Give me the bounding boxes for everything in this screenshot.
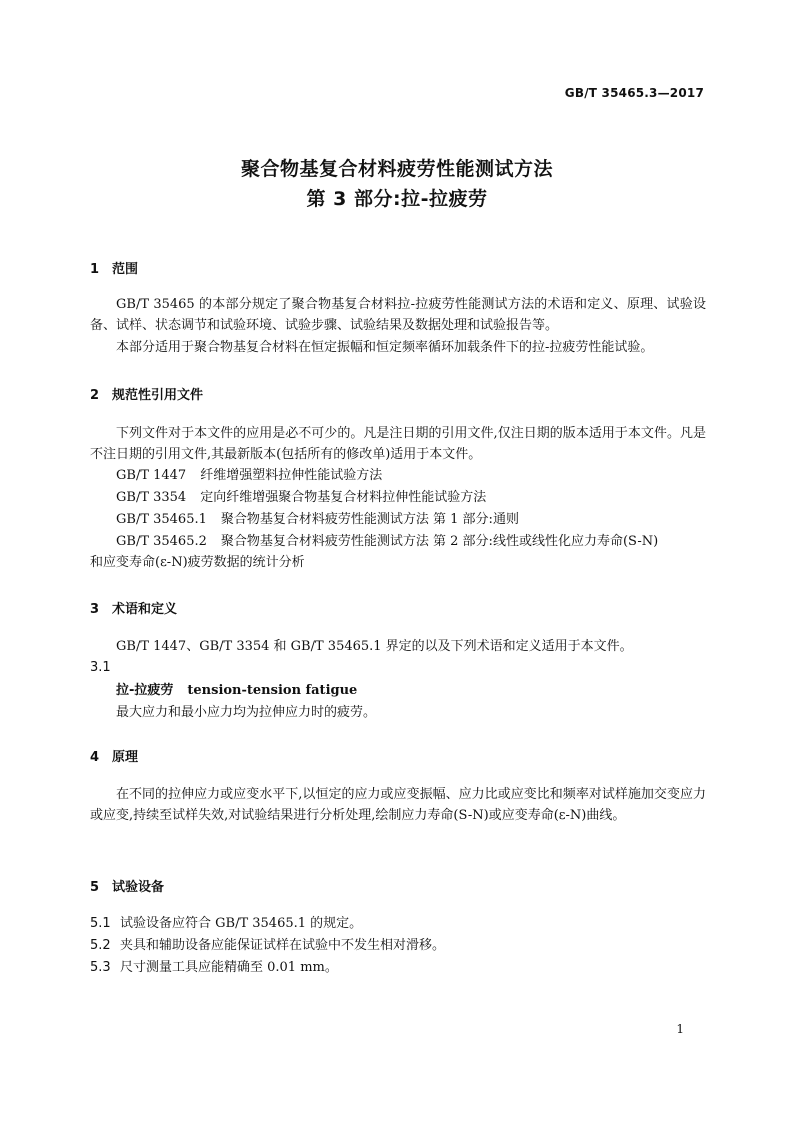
section-5-heading <box>90 876 164 895</box>
term-entry <box>116 680 706 701</box>
term-number: 3.1 <box>90 660 111 675</box>
section-number: 3 <box>90 602 100 617</box>
reference-item <box>116 487 706 508</box>
reference-title: 聚合物基复合材料疲劳性能测试方法 第 1 部分:通则 <box>220 512 519 527</box>
reference-item-continuation: 和应变寿命(ε-N)疲劳数据的统计分析 <box>90 555 305 570</box>
page-number: 1 <box>676 1022 684 1036</box>
reference-title: 纤维增强塑料拉伸性能试验方法 <box>200 468 383 483</box>
section-4-heading <box>90 746 138 765</box>
section-3-intro: GB/T 1447、GB/T 3354 和 GB/T 35465.1 界定的以及下列术语和定义适用于本文件。 <box>116 639 633 654</box>
reference-code: GB/T 35465.2 <box>116 534 207 549</box>
section-1-paragraph-2: 本部分适用于聚合物基复合材料在恒定振幅和恒定频率循环加载条件下的拉-拉疲劳性能试验。 <box>116 340 654 355</box>
clause-number: 5.3 <box>90 960 111 975</box>
reference-title: 聚合物基复合材料疲劳性能测试方法 第 2 部分:线性或线性化应力寿命(S-N) <box>220 534 659 549</box>
section-number: 1 <box>90 262 100 277</box>
section-2-intro: 下列文件对于本文件的应用是必不可少的。凡是注日期的引用文件,仅注日期的版本适用于本文件。凡是不注日期的引用文件,其最新版本(包括所有的修改单)适用于本文件。 <box>90 426 706 462</box>
reference-item <box>116 509 706 530</box>
section-title: 范围 <box>112 262 139 277</box>
term-chinese: 拉-拉疲劳 <box>116 683 174 698</box>
section-number: 5 <box>90 880 100 895</box>
reference-item <box>116 531 706 552</box>
standard-code: GB/T 35465.3—2017 <box>564 86 704 100</box>
section-title: 原理 <box>112 750 139 765</box>
section-number: 4 <box>90 750 100 765</box>
reference-item <box>116 465 706 486</box>
section-1-heading <box>90 258 138 277</box>
section-title: 试验设备 <box>112 880 165 895</box>
clause-number: 5.1 <box>90 916 111 931</box>
section-4-paragraph: 在不同的拉伸应力或应变水平下,以恒定的应力或应变振幅、应力比或应变比和频率对试样施加交变应力或应变,持续至试样失效,对试验结果进行分析处理,绘制应力寿命(S-N)或应变寿命(ε-N)曲线。 <box>90 787 706 823</box>
section-2-heading <box>90 384 203 403</box>
section-title: 规范性引用文件 <box>112 388 204 403</box>
clause-item <box>90 935 706 956</box>
clause-item <box>90 913 706 934</box>
section-1-paragraph-1: GB/T 35465 的本部分规定了聚合物基复合材料拉-拉疲劳性能测试方法的术语和定义、原理、试验设备、试样、状态调节和试验环境、试验步骤、试验结果及数据处理和试验报告等。 <box>90 297 706 333</box>
clause-text: 尺寸测量工具应能精确至 0.01 mm。 <box>120 960 338 975</box>
reference-code: GB/T 1447 <box>116 468 187 483</box>
clause-text: 试验设备应符合 GB/T 35465.1 的规定。 <box>120 916 363 931</box>
reference-code: GB/T 3354 <box>116 490 187 505</box>
clause-text: 夹具和辅助设备应能保证试样在试验中不发生相对滑移。 <box>120 938 446 953</box>
section-3-heading <box>90 598 177 617</box>
section-title: 术语和定义 <box>112 602 178 617</box>
reference-title: 定向纤维增强聚合物基复合材料拉伸性能试验方法 <box>200 490 487 505</box>
section-number: 2 <box>90 388 100 403</box>
clause-number: 5.2 <box>90 938 111 953</box>
term-english: tension-tension fatigue <box>187 683 358 698</box>
document-title: 聚合物基复合材料疲劳性能测试方法 <box>240 158 553 180</box>
term-definition: 最大应力和最小应力均为拉伸应力时的疲劳。 <box>116 705 377 720</box>
document-subtitle: 第 3 部分:拉-拉疲劳 <box>306 188 488 210</box>
clause-item <box>90 957 706 978</box>
reference-code: GB/T 35465.1 <box>116 512 207 527</box>
